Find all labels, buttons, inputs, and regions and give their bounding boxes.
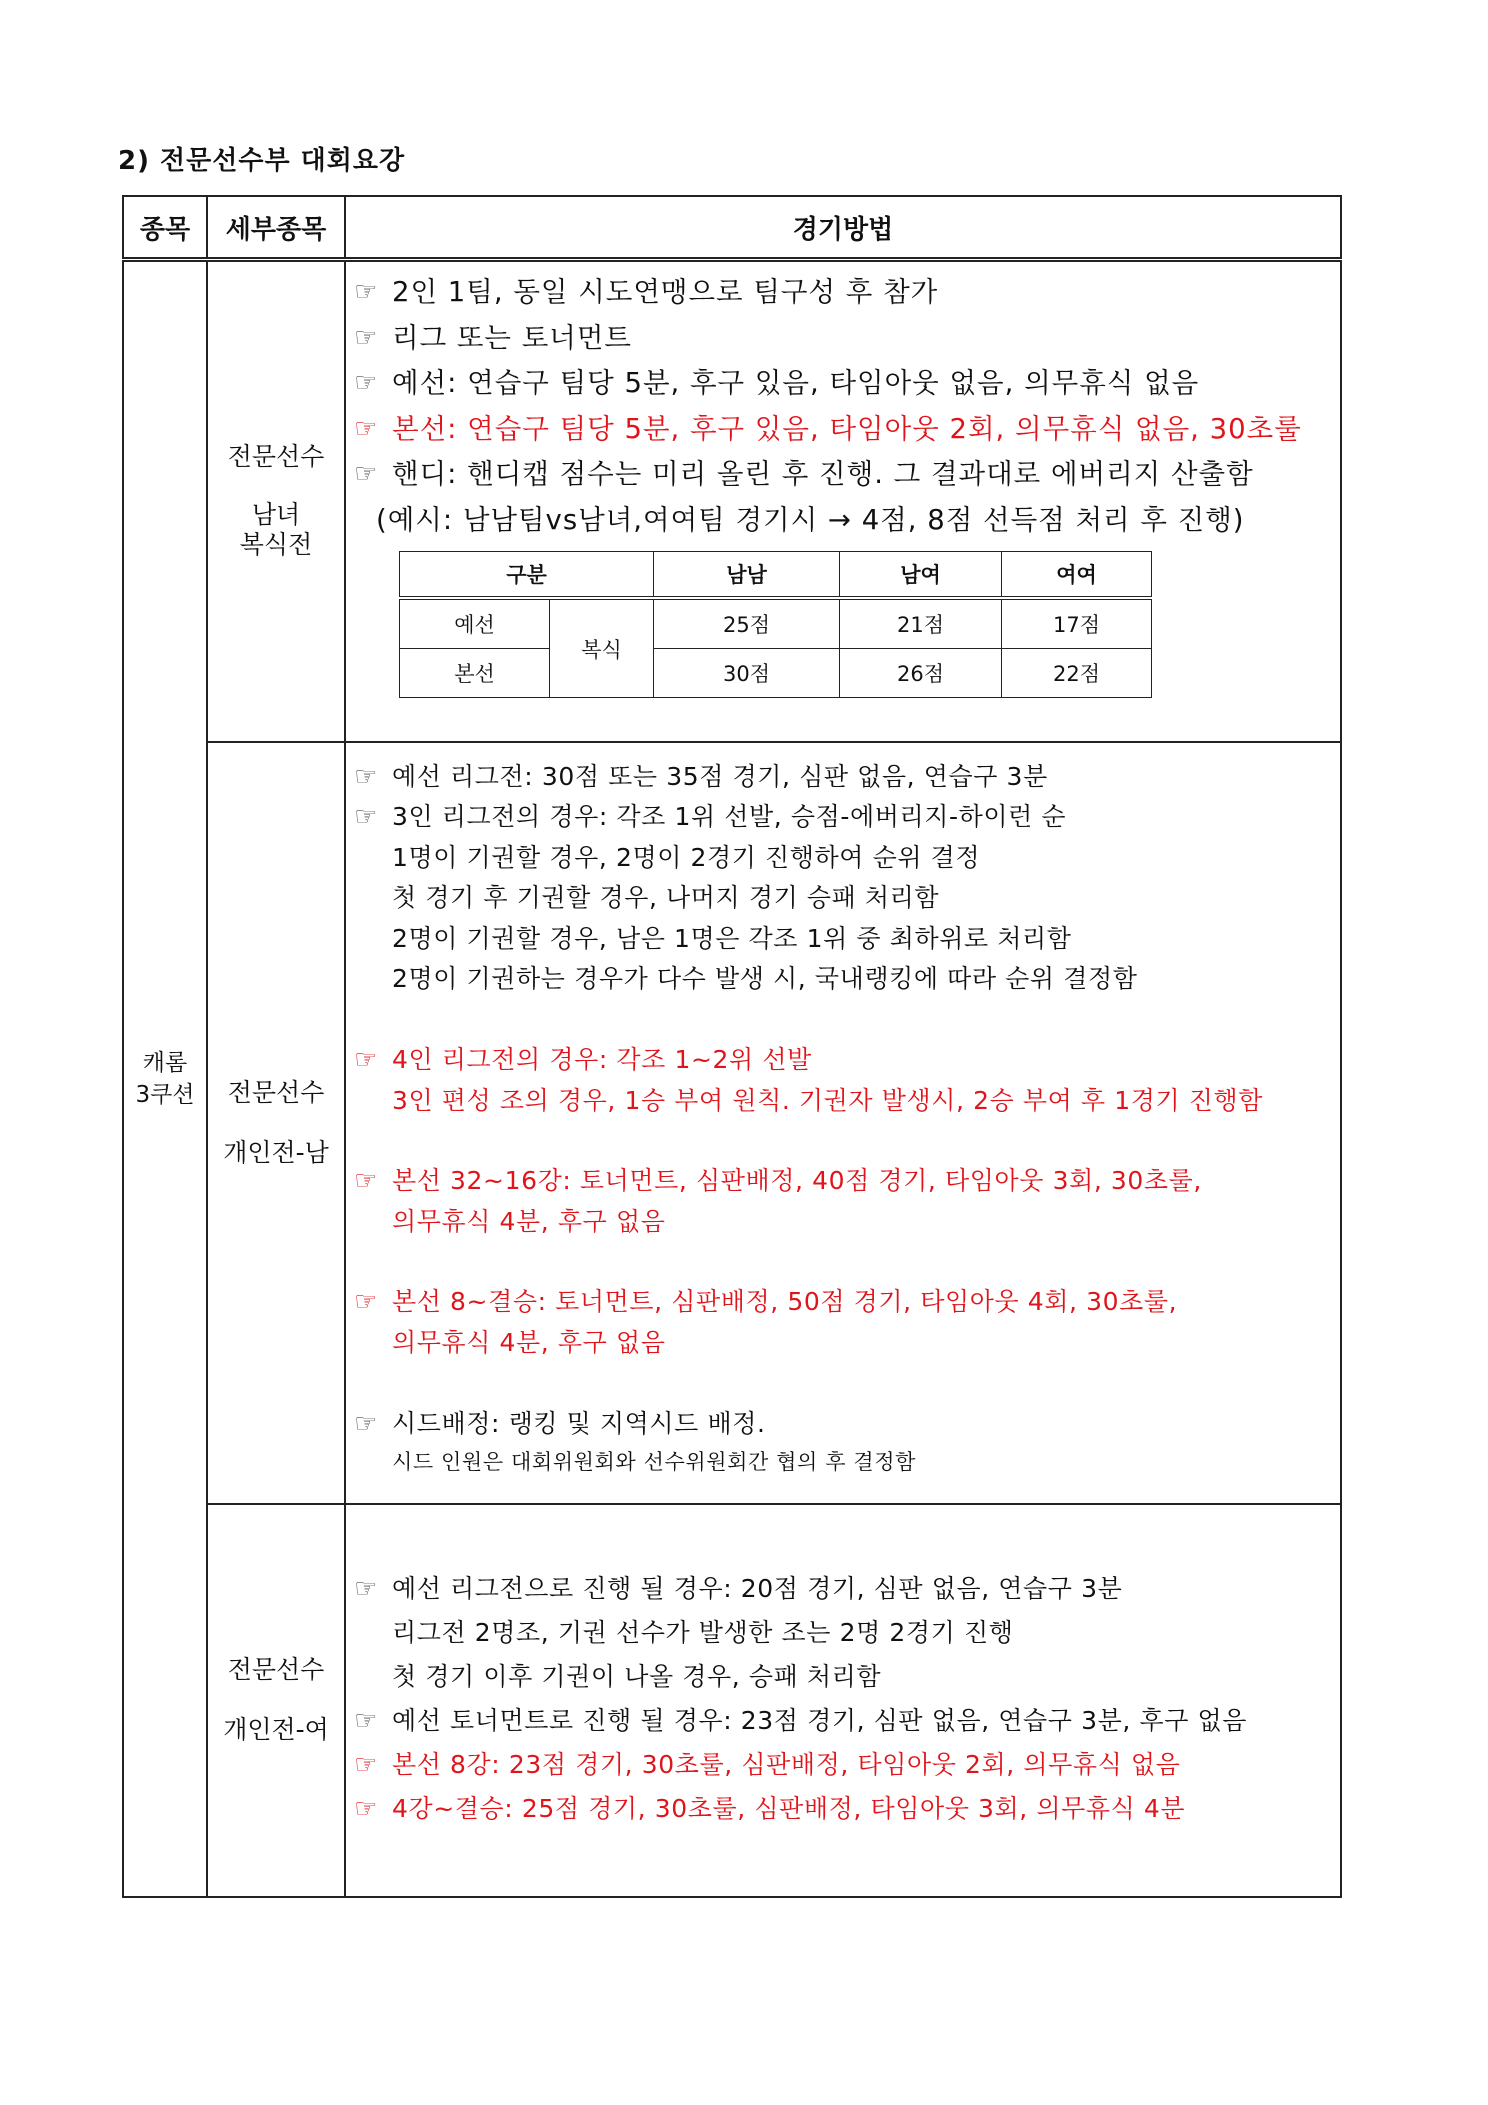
method-line-text: 2명이 기권할 경우, 남은 1명은 각조 1위 중 최하위로 처리함 <box>392 923 1072 953</box>
table-row-doubles <box>123 260 1341 742</box>
handicap-header-row <box>400 552 1152 599</box>
pointing-hand-icon: ☞ <box>354 277 379 307</box>
method-line-text: 리그 또는 토너먼트 <box>392 321 633 354</box>
method-line <box>346 959 1340 1000</box>
pointing-hand-icon: ☞ <box>354 802 378 833</box>
method-line-text: 본선 32~16강: 토너먼트, 심판배정, 40점 경기, 타임아웃 3회, 30초룰, <box>392 1166 1202 1196</box>
table-row-women-singles <box>123 1504 1341 1897</box>
sub-event-women <box>207 1504 345 1897</box>
method-line-text: 시드 인원은 대회위원회와 선수위원회간 협의 후 결정함 <box>392 1450 917 1475</box>
method-line <box>346 1161 1340 1202</box>
method-line <box>346 919 1340 960</box>
sub-event-men <box>207 742 345 1504</box>
spacer <box>346 1242 1340 1282</box>
method-line-text: 1명이 기권할 경우, 2명이 2경기 진행하여 순위 결정 <box>392 842 981 872</box>
method-line <box>346 878 1340 919</box>
method-line <box>346 1081 1340 1122</box>
method-line-text: 예선 토너먼트로 진행 될 경우: 23점 경기, 심판 없음, 연습구 3분, 후구 없음 <box>392 1705 1247 1735</box>
handicap-value: 17점 <box>1002 598 1152 649</box>
handicap-row <box>400 598 1152 649</box>
method-line-text: 의무휴식 4분, 후구 없음 <box>392 1328 666 1358</box>
method-line <box>346 407 1340 453</box>
method-lines <box>346 1505 1340 1831</box>
method-line <box>346 1699 1340 1743</box>
handicap-round-label: 본선 <box>400 649 550 698</box>
method-line <box>346 1404 1340 1445</box>
rules-table <box>122 195 1342 1898</box>
sub-event-line: 개인전-남 <box>223 1137 329 1167</box>
method-line-text: 의무휴식 4분, 후구 없음 <box>392 1206 666 1236</box>
pointing-hand-icon: ☞ <box>354 1705 378 1736</box>
method-line-text: 3인 편성 조의 경우, 1승 부여 원칙. 기권자 발생시, 2승 부여 후 1경기 진행함 <box>392 1085 1264 1115</box>
sub-event-line: 전문선수 <box>227 442 325 472</box>
pointing-hand-icon: ☞ <box>354 1749 378 1780</box>
sub-event-doubles <box>207 260 345 742</box>
method-line-text: 예선 리그전: 30점 또는 35점 경기, 심판 없음, 연습구 3분 <box>392 761 1048 791</box>
method-lines <box>346 262 1340 543</box>
method-doubles <box>345 260 1341 742</box>
method-line-text: 리그전 2명조, 기권 선수가 발생한 조는 2명 2경기 진행 <box>392 1617 1014 1647</box>
handicap-table <box>399 551 1152 698</box>
handicap-type-label: 복식 <box>550 598 654 698</box>
method-line <box>346 1444 1340 1480</box>
handicap-round-label: 예선 <box>400 598 550 649</box>
method-line <box>346 1611 1340 1655</box>
method-line-text: 3인 리그전의 경우: 각조 1위 선발, 승점-에버리지-하이런 순 <box>392 802 1067 832</box>
sub-event-line: 개인전-여 <box>223 1715 329 1744</box>
method-line <box>346 1282 1340 1323</box>
table-header-row <box>123 196 1341 260</box>
method-line-text: 본선 8~결승: 토너먼트, 심판배정, 50점 경기, 타임아웃 4회, 30초룰, <box>392 1287 1178 1317</box>
event-line: 캐롬 <box>142 1049 188 1076</box>
pointing-hand-icon: ☞ <box>354 1793 378 1824</box>
handicap-header: 구분 <box>400 552 654 599</box>
method-line-text: 본선: 연습구 팀당 5분, 후구 있음, 타임아웃 2회, 의무휴식 없음, 30초룰 <box>392 412 1302 445</box>
pointing-hand-icon: ☞ <box>354 1287 378 1318</box>
event-cell <box>123 260 207 1897</box>
pointing-hand-icon: ☞ <box>354 368 379 398</box>
method-line-text: 본선 8강: 23점 경기, 30초룰, 심판배정, 타임아웃 2회, 의무휴식 없음 <box>392 1749 1181 1779</box>
header-event: 종목 <box>123 196 207 260</box>
method-line <box>346 797 1340 838</box>
section-title: 2) 전문선수부 대회요강 <box>118 146 406 176</box>
method-line <box>346 316 1340 362</box>
method-lines <box>346 743 1340 1481</box>
handicap-value: 21점 <box>840 598 1002 649</box>
method-line <box>346 270 1340 316</box>
handicap-value: 26점 <box>840 649 1002 698</box>
handicap-header: 남남 <box>654 552 840 599</box>
header-sub-event: 세부종목 <box>207 196 345 260</box>
method-line-text: 예선 리그전으로 진행 될 경우: 20점 경기, 심판 없음, 연습구 3분 <box>392 1573 1123 1603</box>
method-line-text: 2인 1팀, 동일 시도연맹으로 팀구성 후 참가 <box>392 276 939 308</box>
spacer <box>346 1121 1340 1161</box>
method-line-text: 시드배정: 랭킹 및 지역시드 배정. <box>392 1408 766 1438</box>
handicap-value: 22점 <box>1002 649 1152 698</box>
method-line-text: (예시: 남남팀vs남녀,여여팀 경기시 → 4점, 8점 선득점 처리 후 진행) <box>376 503 1245 536</box>
method-women <box>345 1504 1341 1897</box>
sub-event-line: 전문선수 <box>227 1655 325 1684</box>
method-line-text: 첫 경기 후 기권할 경우, 나머지 경기 승패 처리함 <box>392 883 940 913</box>
method-line <box>346 1040 1340 1081</box>
pointing-hand-icon: ☞ <box>354 413 379 444</box>
method-line-text: 핸디: 핸디캡 점수는 미리 올린 후 진행. 그 결과대로 에버리지 산출함 <box>392 458 1254 490</box>
pointing-hand-icon: ☞ <box>354 1045 378 1076</box>
sub-event-line: 남녀 <box>251 500 301 530</box>
handicap-header: 여여 <box>1002 552 1152 599</box>
method-line <box>346 1787 1340 1831</box>
method-line <box>346 1202 1340 1243</box>
method-line-text: 4인 리그전의 경우: 각조 1~2위 선발 <box>392 1045 812 1075</box>
pointing-hand-icon: ☞ <box>354 459 379 489</box>
pointing-hand-icon: ☞ <box>354 1166 378 1197</box>
method-line <box>346 757 1340 798</box>
header-method: 경기방법 <box>345 196 1341 260</box>
sub-event-line: 복식전 <box>239 530 313 560</box>
handicap-value: 30점 <box>654 649 840 698</box>
method-line <box>346 361 1340 407</box>
method-line <box>346 1743 1340 1787</box>
spacer <box>346 1364 1340 1404</box>
pointing-hand-icon: ☞ <box>354 1573 378 1604</box>
method-line <box>346 1655 1340 1699</box>
method-line-text: 2명이 기권하는 경우가 다수 발생 시, 국내랭킹에 따라 순위 결정함 <box>392 964 1138 994</box>
method-line <box>346 498 1340 544</box>
method-line <box>346 1567 1340 1611</box>
pointing-hand-icon: ☞ <box>354 1408 378 1439</box>
method-line <box>346 1323 1340 1364</box>
handicap-value: 25점 <box>654 598 840 649</box>
pointing-hand-icon: ☞ <box>354 761 378 792</box>
method-line <box>346 838 1340 879</box>
spacer <box>346 1000 1340 1040</box>
handicap-row <box>400 649 1152 698</box>
sub-event-line: 전문선수 <box>227 1077 325 1107</box>
method-line-text: 예선: 연습구 팀당 5분, 후구 있음, 타임아웃 없음, 의무휴식 없음 <box>392 367 1200 399</box>
method-line-text: 첫 경기 이후 기권이 나올 경우, 승패 처리함 <box>392 1661 882 1691</box>
pointing-hand-icon: ☞ <box>354 322 379 353</box>
method-men <box>345 742 1341 1504</box>
handicap-header: 남여 <box>840 552 1002 599</box>
table-row-men-singles <box>123 742 1341 1504</box>
event-line: 3쿠션 <box>135 1081 195 1108</box>
method-line-text: 4강~결승: 25점 경기, 30초룰, 심판배정, 타임아웃 3회, 의무휴식 4분 <box>392 1793 1186 1823</box>
method-line <box>346 452 1340 498</box>
